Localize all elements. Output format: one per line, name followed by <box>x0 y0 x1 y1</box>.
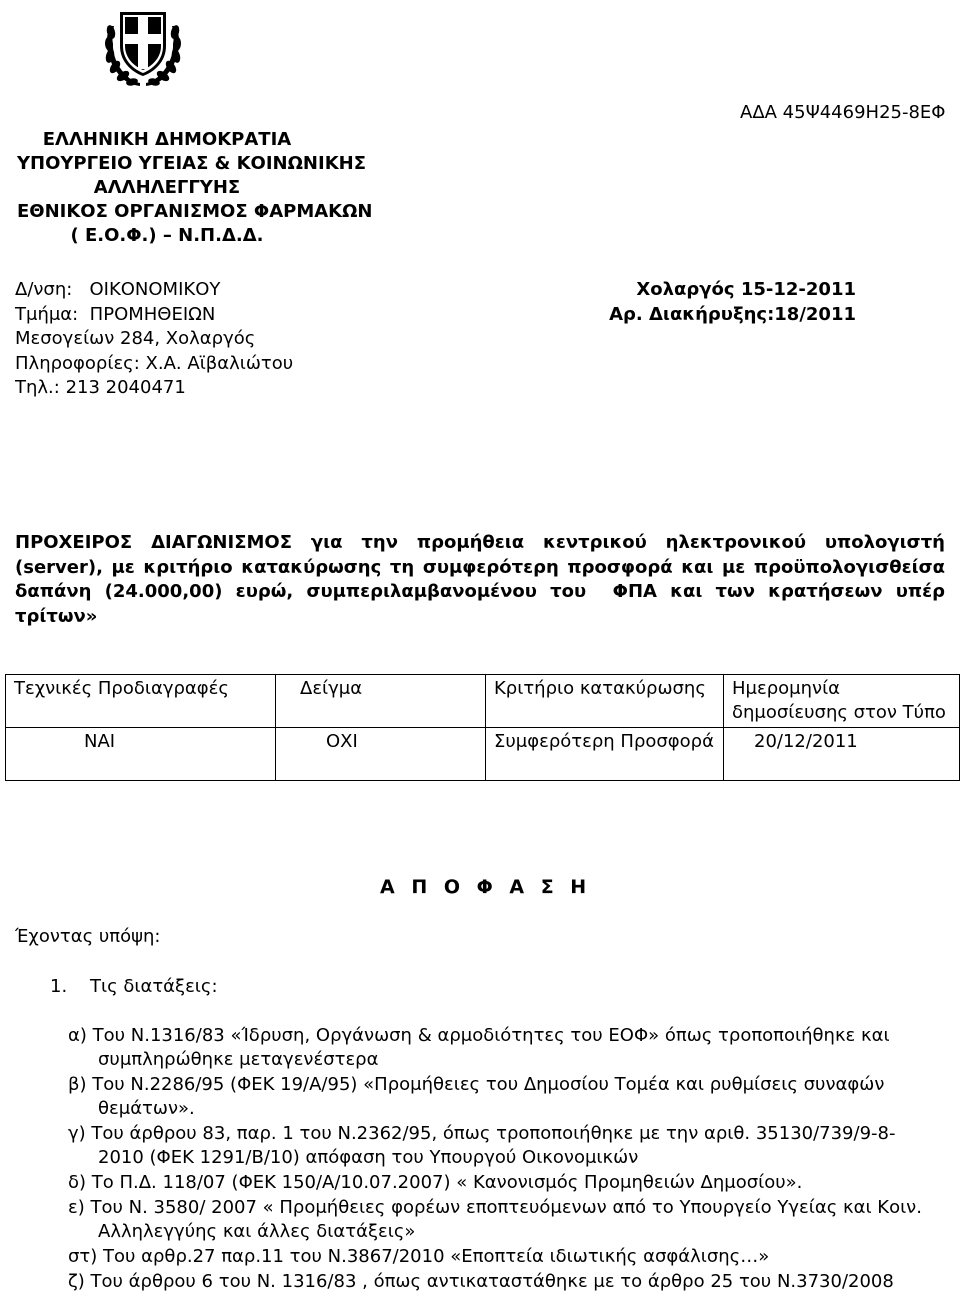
table-row <box>6 728 960 781</box>
table-header-cell: Τεχνικές Προδιαγραφές <box>6 675 276 728</box>
table-header-row <box>6 675 960 728</box>
ada-code: ΑΔΑ 45Ψ4469Η25-8ΕΦ <box>740 102 946 123</box>
subject-paragraph: ΠΡΟΧΕΙΡΟΣ ΔΙΑΓΩΝΙΣΜΟΣ για την προμήθεια κεντρικού ηλεκτρονικού υπολογιστή (server), με κριτήριο κατακύρωσης τη συμφερότερη προσφορά και με προϋπολογισθείσα δαπάνη (24.000,00) ευρώ, συμπεριλαμβανομένου του ΦΠΑ και των κρατήσεων υπέρ τρίτων» <box>15 532 952 627</box>
table-cell: ΝΑΙ <box>6 728 276 781</box>
date-and-tender-block <box>600 278 856 327</box>
legal-provision: δ) Το Π.Δ. 118/07 (ΦΕΚ 150/Α/10.07.2007) « Κανονισμός Προμηθειών Δημοσίου». <box>68 1172 803 1193</box>
legal-provision: ζ) Του άρθρου 6 του Ν. 1316/83 , όπως αντικαταστάθηκε με το άρθρο 25 του Ν.3730/2008 <box>68 1271 894 1292</box>
phone-line: Τηλ.: 213 2040471 <box>15 377 186 398</box>
address-line: Μεσογείων 284, Χολαργός <box>15 328 256 349</box>
legal-provision: στ) Του αρθρ.27 παρ.11 του Ν.3867/2010 «Εποπτεία ιδιωτικής ασφάλισης…» <box>68 1246 770 1267</box>
legal-provision: γ) Του άρθρου 83, παρ. 1 του Ν.2362/95, όπως τροποποιήθηκε με την αριθ. 35130/739/9-8-2010 (ΦΕΚ 1291/Β/10) απόφαση του Υπουργού Οικονομικών <box>68 1123 896 1168</box>
tender-details-table <box>5 674 960 781</box>
legal-provision: ε) Του Ν. 3580/ 2007 « Προμήθειες φορέων εποπτευόμενων από το Υπουργείο Υγείας και Κοιν. Αλληλεγγύης και άλλες διατάξεις» <box>68 1197 922 1242</box>
department-line: Δ/νση: ΟΙΚΟΝΟΜΙΚΟΥ <box>15 279 221 300</box>
decision-title: Α Π Ο Φ Α Σ Η <box>380 876 588 898</box>
place-date: Χολαργός 15-12-2011 <box>636 279 856 300</box>
list-item <box>50 976 218 997</box>
table-cell: ΟΧΙ <box>276 728 486 781</box>
header-line: ( Ε.Ο.Φ.) – Ν.Π.Δ.Δ. <box>70 225 264 246</box>
legal-provision: β) Του Ν.2286/95 (ΦΕΚ 19/Α/95) «Προμήθειες του Δημοσίου Τομέα και ρυθμίσεις συναφών θεμάτων». <box>68 1074 885 1119</box>
contact-person-line: Πληροφορίες: Χ.Α. Αϊβαλιώτου <box>15 352 294 374</box>
legal-provision: α) Του Ν.1316/83 «Ίδρυση, Οργάνωση & αρμοδιότητες του ΕΟΦ» όπως τροποποιήθηκε και συμπληρώθηκε μεταγενέστερα <box>68 1025 890 1070</box>
table-header-cell: Ημερομηνία δημοσίευσης στον Τύπο <box>724 675 960 728</box>
legal-provisions-list <box>68 1024 928 1295</box>
table-header-cell: Δείγμα <box>276 675 486 728</box>
header-line: ΥΠΟΥΡΓΕΙΟ ΥΓΕΙΑΣ & ΚΟΙΝΩΝΙΚΗΣ <box>17 153 366 174</box>
list-item-label: Τις διατάξεις: <box>90 976 218 997</box>
list-item-number: 1. <box>50 976 68 997</box>
table-header-cell: Κριτήριο κατακύρωσης <box>486 675 724 728</box>
department-contact-block <box>15 278 293 401</box>
header-line: ΕΘΝΙΚΟΣ ΟΡΓΑΝΙΣΜΟΣ ΦΑΡΜΑΚΩΝ <box>17 201 373 222</box>
considering-label: Έχοντας υπόψη: <box>15 926 161 947</box>
tender-number: Αρ. Διακήρυξης:18/2011 <box>609 303 856 325</box>
table-cell: 20/12/2011 <box>724 728 960 781</box>
greek-state-emblem <box>102 6 184 90</box>
header-line: ΑΛΛΗΛΕΓΓΥΗΣ <box>93 177 241 198</box>
section-line: Τμήμα: ΠΡΟΜΗΘΕΙΩΝ <box>15 303 216 325</box>
table-cell: Συμφερότερη Προσφορά <box>486 728 724 781</box>
header-line: ΕΛΛΗΝΙΚΗ ΔΗΜΟΚΡΑΤΙΑ <box>42 129 292 150</box>
issuing-authority-header <box>17 128 373 248</box>
